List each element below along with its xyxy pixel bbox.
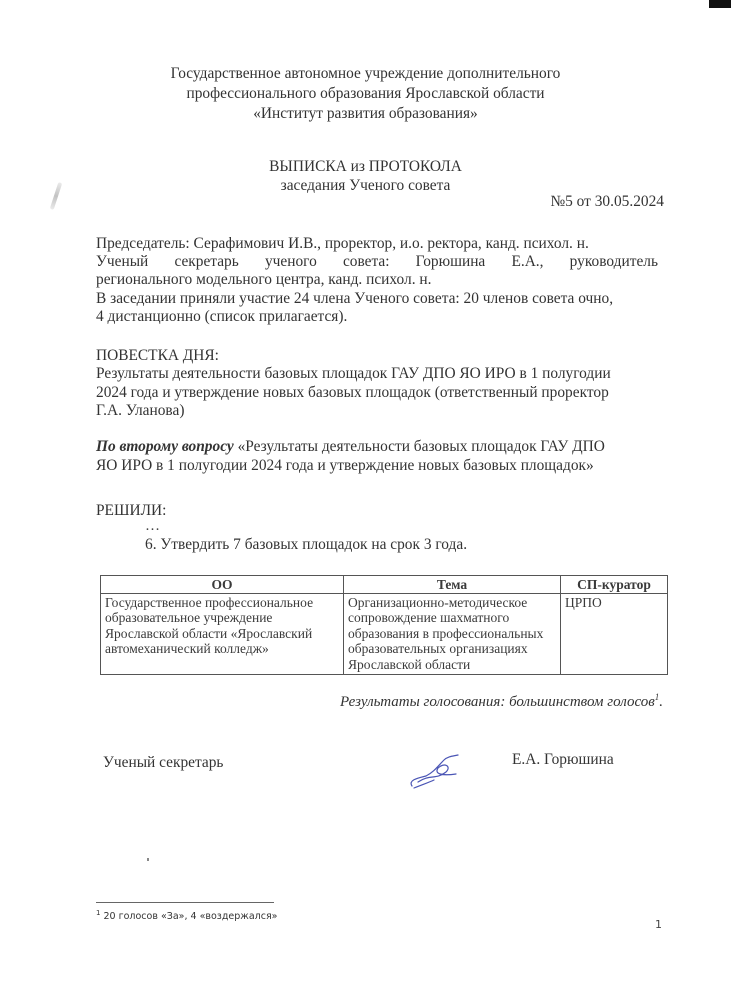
header-line: Государственное автономное учреждение дополнительного (170, 65, 561, 82)
vote-text: Результаты голосования: большинством голосов (340, 694, 655, 710)
agenda-line: 2024 года и утверждение новых базовых площадок (ответственный проректор (96, 383, 609, 401)
organization-header (0, 64, 731, 124)
scan-artifact (147, 858, 149, 861)
second-question-text: «Результаты деятельности базовых площадок ГАУ ДПО (233, 438, 605, 455)
resolved-ellipsis: … (145, 518, 160, 534)
attendance-line: В заседании приняли участие 24 члена Ученого совета: 20 членов совета очно, (96, 290, 614, 307)
header-line: «Институт развития образования» (253, 105, 478, 122)
table-row (101, 593, 668, 675)
signatory-title: Ученый секретарь (103, 754, 224, 771)
signatory-name: Е.А. Горюшина (512, 751, 614, 768)
scan-corner-mark (709, 0, 731, 8)
title-line: ВЫПИСКА из ПРОТОКОЛА (269, 158, 462, 175)
chair-line: Председатель: Серафимович И.В., проректор, и.о. ректора, канд. психол. н. (96, 235, 589, 252)
footnote-text: 20 голосов «За», 4 «воздержался» (100, 911, 278, 923)
signature-stroke (411, 755, 458, 788)
footnote-separator (96, 902, 274, 903)
resolved-item: 6. Утвердить 7 базовых площадок на срок 3 года. (145, 536, 468, 553)
header-line: профессионального образования Ярославской области (186, 85, 545, 102)
vote-period: . (659, 694, 663, 710)
resolved-heading: РЕШИЛИ: (96, 502, 167, 519)
document-title (0, 157, 731, 195)
table-header-row (101, 576, 668, 594)
cell-topic: Организационно-методическое сопровождение шахматного образования в профессиональных образовательных организациях Ярославской области (344, 593, 561, 675)
second-question-lead: По второму вопросу (96, 438, 234, 455)
protocol-number: №5 от 30.05.2024 (550, 193, 664, 210)
second-question (96, 438, 658, 475)
vote-result (340, 692, 663, 711)
agenda-heading: ПОВЕСТКА ДНЯ: (96, 347, 219, 364)
secretary-line: Ученый секретарь ученого совета: Горюшина Е.А., руководитель (96, 253, 658, 270)
column-header-topic: Тема (344, 576, 561, 594)
page-number: 1 (655, 918, 662, 931)
second-question-text-cont: ЯО ИРО в 1 полугодии 2024 года и утверждение новых базовых площадок» (96, 456, 594, 474)
secretary-line-cont: регионального модельного центра, канд. психол. н. (96, 271, 432, 288)
attendance-line-cont: 4 дистанционно (список прилагается). (96, 308, 348, 325)
column-header-oo: ОО (101, 576, 344, 594)
column-header-curator: СП-куратор (561, 576, 668, 594)
agenda-line: Результаты деятельности базовых площадок ГАУ ДПО ЯО ИРО в 1 полугодии (96, 365, 611, 382)
cell-curator: ЦРПО (561, 593, 668, 675)
agenda-line: Г.А. Уланова) (96, 402, 185, 419)
subtitle-line: заседания Ученого совета (280, 177, 451, 194)
handwritten-signature (404, 752, 464, 792)
base-sites-table (100, 575, 668, 675)
footnote-ref[interactable]: 1 (654, 692, 660, 702)
footnote (96, 909, 278, 922)
agenda-text (96, 365, 658, 421)
cell-oo: Государственное профессиональное образовательное учреждение Ярославской области «Ярославский автомеханический колледж» (101, 593, 344, 675)
footnote-marker: 1 (96, 909, 101, 917)
